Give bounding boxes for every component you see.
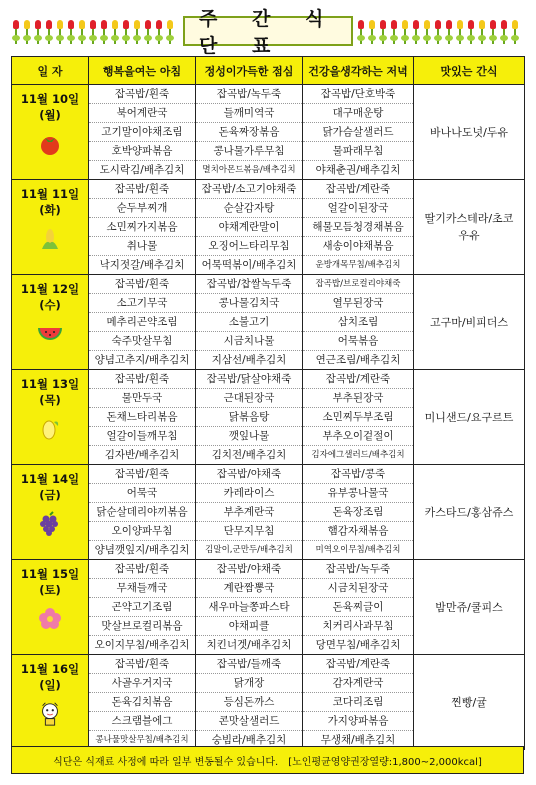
menu-item: 야채피클 [196, 618, 302, 636]
tulip-icon [12, 20, 20, 44]
menu-item: 도시락김/배추김치 [99, 163, 185, 176]
tulip-icon [368, 20, 376, 44]
menu-item: 돈육짜장볶음 [196, 124, 302, 142]
menu-item: 메추리곤약조림 [89, 314, 195, 332]
tulip-icon [390, 20, 398, 44]
tulip-icon [100, 20, 108, 44]
menu-item: 숭빔라/배추김치 [211, 733, 287, 746]
weekly-menu-table [11, 56, 525, 750]
tulip-icon [56, 20, 64, 44]
header-dinner: 건강을생각하는 저녁 [303, 57, 414, 85]
menu-item: 시금치된장국 [303, 580, 413, 598]
menu-item: 잡곡밥/야채죽 [196, 561, 302, 579]
menu-item: 얼갈이들깨무침 [89, 428, 195, 446]
menu-item: 단무지무침 [196, 523, 302, 541]
menu-item: 소고기무국 [89, 295, 195, 313]
tulip-icon [445, 20, 453, 44]
menu-item: 깻잎나물 [196, 428, 302, 446]
menu-item: 물파래무침 [303, 143, 413, 161]
menu-item: 잡곡밥/흰죽 [89, 466, 195, 484]
tulip-icon [133, 20, 141, 44]
menu-item: 소불고기 [196, 314, 302, 332]
menu-item: 햄감자채볶음 [303, 523, 413, 541]
menu-item: 취나물 [89, 238, 195, 256]
menu-item: 낙지젓갈/배추김치 [99, 258, 185, 271]
menu-item: 멸치아몬드볶음/배추김치 [202, 164, 296, 175]
tulip-icon [478, 20, 486, 44]
menu-item: 잡곡밥/흰죽 [89, 276, 195, 294]
menu-item: 콩나물맛살무침/배추김치 [95, 734, 189, 745]
tulip-icon [67, 20, 75, 44]
day-row [12, 465, 525, 560]
tulip-icon [23, 20, 31, 44]
menu-item: 어묵국 [89, 485, 195, 503]
tomato-icon [37, 131, 63, 157]
day-date: 11월 14일 [20, 472, 80, 486]
title-banner [12, 8, 524, 57]
menu-item: 야채춘권/배추김치 [315, 163, 401, 176]
breakfast-cell [89, 465, 196, 560]
menu-item: 잡곡밥/계란죽 [303, 656, 413, 674]
menu-item: 김자반/배추김치 [104, 448, 180, 461]
menu-item: 닭개장 [196, 675, 302, 693]
dinner-cell [303, 465, 414, 560]
menu-item: 잡곡밥/흰죽 [89, 656, 195, 674]
menu-item: 호박양파볶음 [89, 143, 195, 161]
menu-item: 지삼선/배추김치 [211, 353, 287, 366]
menu-item: 잡곡밥/브로컬리야채죽 [303, 276, 413, 294]
breakfast-cell [89, 655, 196, 750]
tulip-icon [122, 20, 130, 44]
menu-item: 잡곡밥/계란죽 [303, 371, 413, 389]
menu-item: 닭순살데리야끼볶음 [89, 504, 195, 522]
footer-calorie: [노인평균영양권장열량:1,800~2,000kcal] [288, 756, 482, 768]
menu-item: 오이지무침/배추김치 [94, 638, 190, 651]
day-row [12, 370, 525, 465]
menu-item: 김말이,군만두/배추김치 [205, 544, 293, 555]
footer-note [11, 746, 524, 774]
tulip-icon [89, 20, 97, 44]
menu-item: 콘맛살샐러드 [196, 713, 302, 731]
tulip-icon [423, 20, 431, 44]
day-weekday: (월) [39, 108, 61, 122]
menu-item: 부추오이겉절이 [303, 428, 413, 446]
breakfast-cell [89, 560, 196, 655]
lemon-icon [37, 416, 63, 442]
menu-item: 잡곡밥/녹두죽 [196, 86, 302, 104]
menu-item: 돈채느타리볶음 [89, 409, 195, 427]
tulip-icon [401, 20, 409, 44]
menu-item: 잡곡밥/계란죽 [303, 181, 413, 199]
menu-item: 스크램블에그 [89, 713, 195, 731]
snack-cell: 카스타드/홍삼쥬스 [414, 465, 525, 560]
menu-item: 맛살브로컬리볶음 [89, 618, 195, 636]
grapes-icon [37, 511, 63, 537]
snack-cell: 미니샌드/요구르트 [414, 370, 525, 465]
day-row [12, 655, 525, 750]
dinner-cell [303, 560, 414, 655]
header-snack: 맛있는 간식 [414, 57, 525, 85]
day-weekday: (일) [39, 678, 61, 692]
header-breakfast: 행복을여는 아침 [89, 57, 196, 85]
menu-item: 야채계란말이 [196, 219, 302, 237]
menu-item: 닭가슴살샐러드 [303, 124, 413, 142]
menu-item: 돈육김치볶음 [89, 694, 195, 712]
day-cell [12, 85, 89, 180]
menu-item: 코다리조림 [303, 694, 413, 712]
snack-cell: 딸기카스테라/초코우유 [414, 180, 525, 275]
menu-item: 곤약고기조림 [89, 599, 195, 617]
menu-item: 순두부찌개 [89, 200, 195, 218]
menu-item: 잡곡밥/콩죽 [303, 466, 413, 484]
menu-item: 잡곡밥/찹쌀녹두죽 [196, 276, 302, 294]
menu-item: 잡곡밥/녹두죽 [303, 561, 413, 579]
menu-item: 연근조림/배추김치 [315, 353, 401, 366]
menu-item: 무채들깨국 [89, 580, 195, 598]
breakfast-cell [89, 370, 196, 465]
menu-item: 오이양파무침 [89, 523, 195, 541]
lunch-cell [196, 465, 303, 560]
header-row [12, 57, 525, 85]
menu-item: 물만두국 [89, 390, 195, 408]
menu-item: 미역오이무침/배추김치 [315, 544, 401, 555]
menu-item: 콩나물가루무침 [196, 143, 302, 161]
day-cell [12, 655, 89, 750]
menu-item: 무생채/배추김치 [320, 733, 396, 746]
tulip-icon [434, 20, 442, 44]
corn-icon [37, 226, 63, 252]
day-weekday: (토) [39, 583, 61, 597]
snack-cell: 찐빵/귤 [414, 655, 525, 750]
menu-item: 닭볶음탕 [196, 409, 302, 427]
watermelon-icon [37, 321, 63, 347]
menu-item: 부추된장국 [303, 390, 413, 408]
day-weekday: (목) [39, 393, 61, 407]
menu-item: 부추계란국 [196, 504, 302, 522]
tulip-icon [144, 20, 152, 44]
tulip-icon [500, 20, 508, 44]
tulip-icon [166, 20, 174, 44]
breakfast-cell [89, 180, 196, 275]
lunch-cell [196, 85, 303, 180]
header-day: 일 자 [12, 57, 89, 85]
menu-item: 잡곡밥/흰죽 [89, 561, 195, 579]
menu-item: 고기말이야채조림 [89, 124, 195, 142]
menu-item: 얼갈이된장국 [303, 200, 413, 218]
menu-item: 잡곡밥/들깨죽 [196, 656, 302, 674]
menu-item: 어묵떡볶이/배추김치 [201, 258, 297, 271]
dinner-cell [303, 655, 414, 750]
lunch-cell [196, 560, 303, 655]
tulip-icon [511, 20, 519, 44]
day-cell [12, 465, 89, 560]
tulip-icon [456, 20, 464, 44]
menu-item: 사골우거지국 [89, 675, 195, 693]
tulip-icon [34, 20, 42, 44]
menu-item: 감자계란국 [303, 675, 413, 693]
menu-item: 김치전/배추김치 [211, 448, 287, 461]
page-title: 주 간 식 단 표 [183, 16, 353, 46]
menu-item: 시금치나물 [196, 333, 302, 351]
menu-item: 잡곡밥/흰죽 [89, 86, 195, 104]
menu-item: 열무된장국 [303, 295, 413, 313]
menu-item: 돈육찌글이 [303, 599, 413, 617]
menu-item: 대구매운탕 [303, 105, 413, 123]
menu-item: 잡곡밥/소고기야채죽 [196, 181, 302, 199]
flower-icon [37, 606, 63, 632]
day-row [12, 560, 525, 655]
tulip-icon [155, 20, 163, 44]
day-cell [12, 370, 89, 465]
tulip-icon [489, 20, 497, 44]
breakfast-cell [89, 275, 196, 370]
menu-item: 계란짬뽕국 [196, 580, 302, 598]
menu-item: 등심돈까스 [196, 694, 302, 712]
menu-item: 운방개목무침/배추김치 [315, 259, 401, 270]
lunch-cell [196, 180, 303, 275]
header-lunch: 정성이가득한 점심 [196, 57, 303, 85]
menu-item: 소민찌두부조림 [303, 409, 413, 427]
menu-item: 잡곡밥/흰죽 [89, 371, 195, 389]
menu-item: 콩나물김치국 [196, 295, 302, 313]
menu-item: 새우마늘쫑파스타 [196, 599, 302, 617]
day-weekday: (금) [39, 488, 61, 502]
menu-item: 잡곡밥/닭살야채죽 [196, 371, 302, 389]
lunch-cell [196, 370, 303, 465]
dinner-cell [303, 180, 414, 275]
menu-item: 북어계란국 [89, 105, 195, 123]
breakfast-cell [89, 85, 196, 180]
menu-item: 치킨너겟/배추김치 [206, 638, 292, 651]
snack-cell: 바나나도넛/두유 [414, 85, 525, 180]
tulip-icon [357, 20, 365, 44]
menu-item: 근대된장국 [196, 390, 302, 408]
day-cell [12, 275, 89, 370]
menu-item: 치커리사과무침 [303, 618, 413, 636]
snack-cell: 고구마/비피더스 [414, 275, 525, 370]
day-cell [12, 180, 89, 275]
day-row [12, 85, 525, 180]
menu-item: 삼치조림 [303, 314, 413, 332]
menu-item: 유부콩나물국 [303, 485, 413, 503]
tulip-icon [412, 20, 420, 44]
day-date: 11월 15일 [20, 567, 80, 581]
tulip-border-right [357, 18, 524, 44]
menu-item: 오징어느타리무침 [196, 238, 302, 256]
day-date: 11월 12일 [20, 282, 80, 296]
day-date: 11월 11일 [20, 187, 80, 201]
lunch-cell [196, 275, 303, 370]
menu-item: 순살감자탕 [196, 200, 302, 218]
menu-item: 양념고추지/배추김치 [94, 353, 190, 366]
day-row [12, 275, 525, 370]
menu-item: 어묵볶음 [303, 333, 413, 351]
menu-item: 새송이야채볶음 [303, 238, 413, 256]
snack-cell: 밤만쥬/쿨피스 [414, 560, 525, 655]
day-weekday: (수) [39, 298, 61, 312]
menu-item: 돈육장조림 [303, 504, 413, 522]
tulip-icon [45, 20, 53, 44]
tulip-icon [111, 20, 119, 44]
dinner-cell [303, 85, 414, 180]
day-date: 11월 13일 [20, 377, 80, 391]
menu-item: 잡곡밥/흰죽 [89, 181, 195, 199]
dinner-cell [303, 370, 414, 465]
footer-notice: 식단은 식재료 사정에 따라 일부 변동될수 있습니다. [53, 756, 279, 768]
day-weekday: (화) [39, 203, 61, 217]
dinner-cell [303, 275, 414, 370]
menu-item: 숙주맛살무침 [89, 333, 195, 351]
day-row [12, 180, 525, 275]
tulip-border-left [12, 18, 179, 44]
menu-item: 당면무침/배추김치 [315, 638, 401, 651]
menu-item: 양념깻잎지/배추김치 [94, 543, 190, 556]
day-cell [12, 560, 89, 655]
menu-item: 가지양파볶음 [303, 713, 413, 731]
menu-item: 해물모듬청경채볶음 [303, 219, 413, 237]
menu-item: 잡곡밥/야채죽 [196, 466, 302, 484]
menu-item: 들깨미역국 [196, 105, 302, 123]
menu-item: 김자에그샐러드/배추김치 [311, 449, 405, 460]
tulip-icon [467, 20, 475, 44]
day-date: 11월 16일 [20, 662, 80, 676]
menu-item: 소민찌가지볶음 [89, 219, 195, 237]
lunch-cell [196, 655, 303, 750]
tulip-icon [379, 20, 387, 44]
day-date: 11월 10일 [20, 92, 80, 106]
tulip-icon [78, 20, 86, 44]
cartoon-character-icon [37, 701, 63, 727]
menu-item: 잡곡밥/단호박죽 [303, 86, 413, 104]
menu-item: 카레라이스 [196, 485, 302, 503]
